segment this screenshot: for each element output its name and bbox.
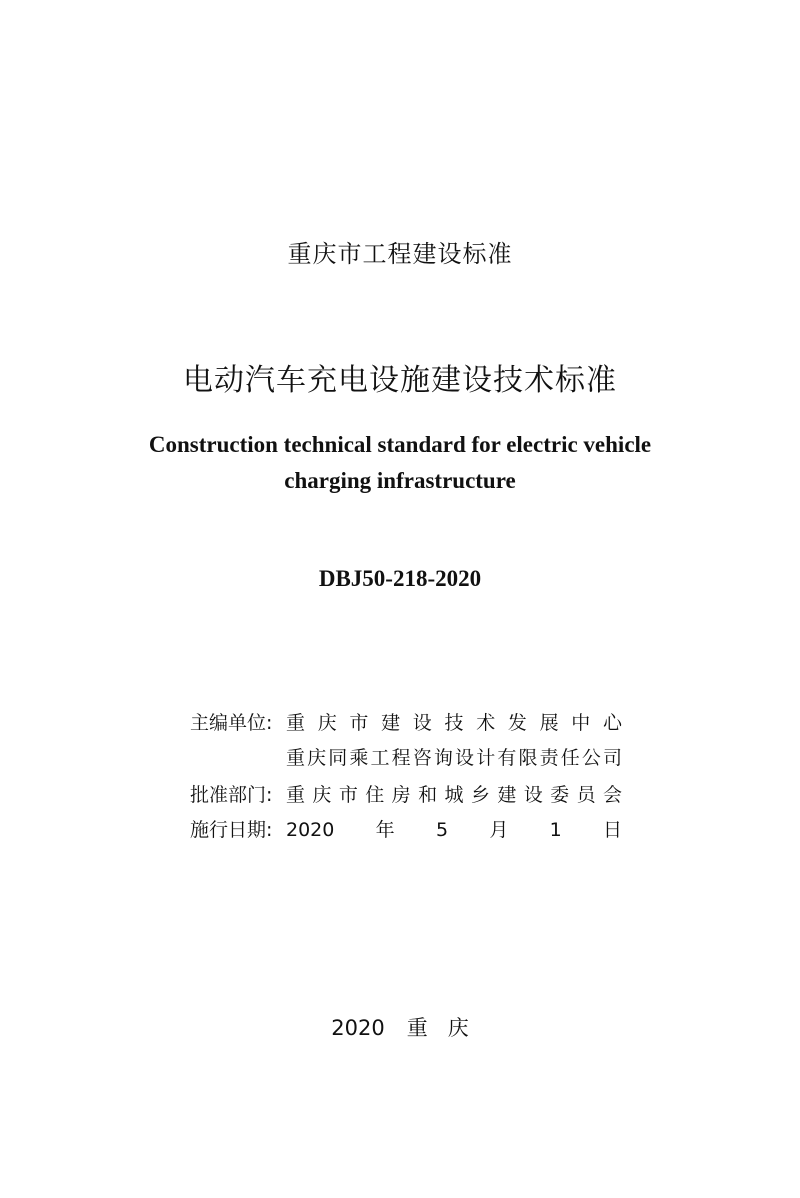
editor-row	[190, 708, 622, 734]
effective-date-row	[190, 815, 622, 841]
editor-organization-2: 重庆同乘工程咨询设计有限责任公司	[286, 746, 622, 769]
approver-label: 批准部门:	[190, 783, 273, 806]
chinese-title: 电动汽车充电设施建设技术标准	[183, 363, 617, 398]
editor-row-2	[190, 743, 622, 769]
publication-year: 2020	[331, 1016, 385, 1040]
english-title-line-1: Construction technical standard for electric vehicle	[148, 432, 652, 457]
effective-date-label: 施行日期:	[190, 818, 273, 841]
standard-code: DBJ50-218-2020	[318, 566, 482, 591]
standard-series-title: 重庆市工程建设标准	[287, 240, 513, 268]
english-title-line-2: charging infrastructure	[284, 468, 516, 493]
approver-row	[190, 780, 622, 806]
editor-organization-1: 重庆市建设技术发展中心	[286, 711, 622, 734]
editor-label: 主编单位:	[190, 711, 273, 734]
publication-footer	[0, 1012, 800, 1042]
effective-date-value: 2020年5月1日	[286, 818, 622, 841]
approver-organization: 重庆市住房和城乡建设委员会	[286, 783, 622, 806]
publication-city: 重庆	[406, 1016, 489, 1040]
